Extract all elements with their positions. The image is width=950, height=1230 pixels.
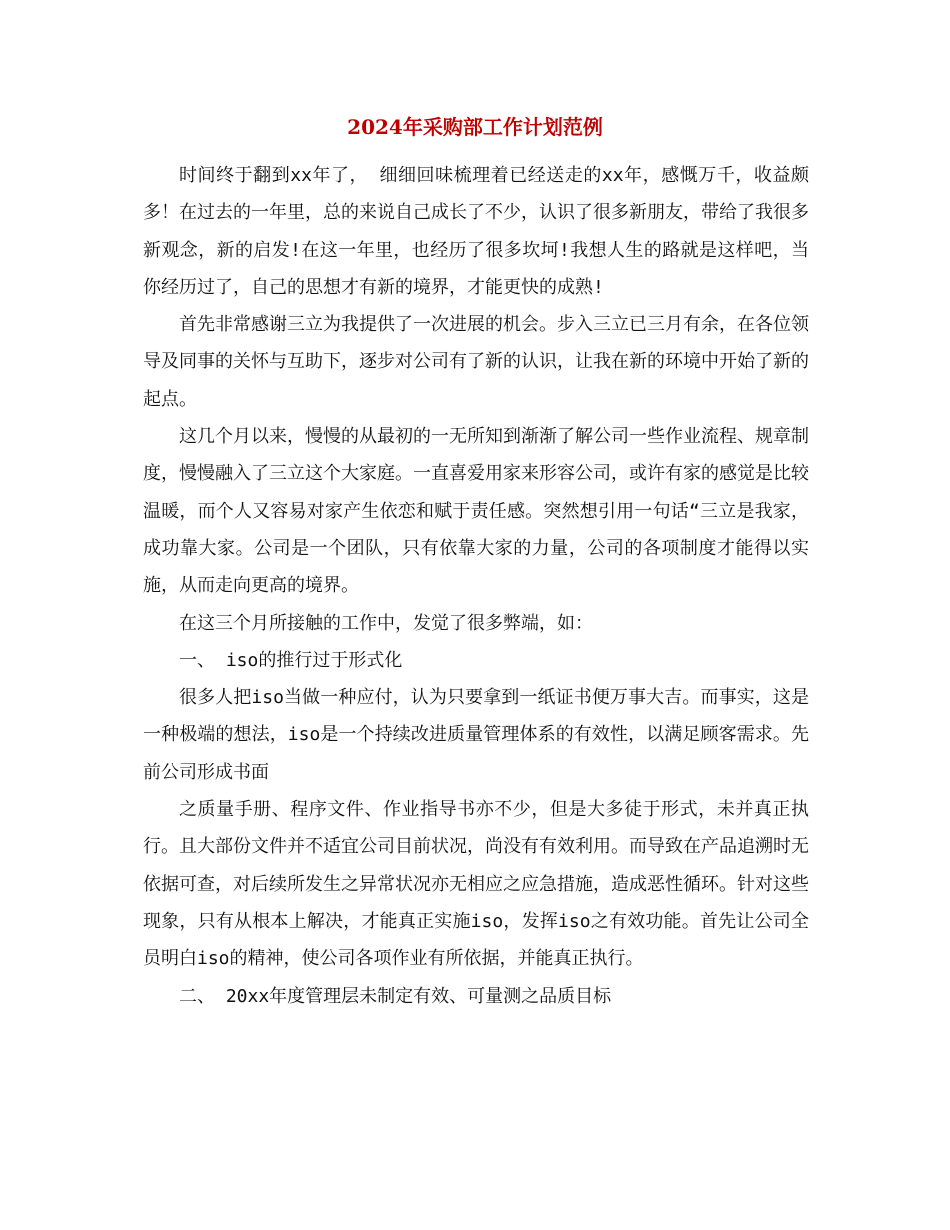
document-title: 2024年采购部工作计划范例 (347, 115, 603, 139)
paragraph-months: 这几个月以来，慢慢的从最初的一无所知到渐渐了解公司一些作业流程、规章制度，慢慢融入了三立这个大家庭。一直喜爱用家来形容公司，或许有家的感觉是比较温暖，而个人又容易对家产生依恋和赋于责任感。突然想引用一句话“三立是我家，成功靠大家。公司是一个团队，只有依靠大家的力量，公司的各项制度才能得以实施，从而走向更高的境界。 (143, 426, 809, 597)
paragraph-issues-intro: 在这三个月所接触的工作中，发觉了很多弊端，如： (179, 612, 593, 634)
heading-issue-2: 二、 20xx年度管理层未制定有效、可量测之品质目标 (179, 985, 612, 1007)
document-body (143, 157, 809, 1015)
paragraph-thanks: 首先非常感谢三立为我提供了一次进展的机会。步入三立已三月有余，在各位领导及同事的关怀与互助下，逐步对公司有了新的认识，让我在新的环境中开始了新的起点。 (143, 314, 809, 410)
paragraph-iso-2: 之质量手册、程序文件、作业指导书亦不少，但是大多徒于形式，未并真正执行。且大部份文件并不适宜公司目前状况，尚没有有效利用。而导致在产品追溯时无依据可查，对后续所发生之异常状况亦无相应之应急措施，造成恶性循环。针对这些现象，只有从根本上解决，才能真正实施iso，发挥iso之有效功能。首先让公司全员明白iso的精神，使公司各项作业有所依据，并能真正执行。 (143, 799, 809, 970)
heading-issue-1: 一、 iso的推行过于形式化 (179, 649, 403, 671)
paragraph-intro: 时间终于翻到xx年了， 细细回味梳理着已经送走的xx年，感慨万千，收益颇多！在过去的一年里，总的来说自己成长了不少，认识了很多新朋友，带给了我很多新观念，新的启发!在这一年里，也经历了很多坎坷!我想人生的路就是这样吧，当你经历过了，自己的思想才有新的境界，才能更快的成熟! (143, 165, 809, 298)
paragraph-iso-1: 很多人把iso当做一种应付，认为只要拿到一纸证书便万事大吉。而事实，这是一种极端的想法，iso是一个持续改进质量管理体系的有效性，以满足顾客需求。先前公司形成书面 (143, 687, 809, 783)
